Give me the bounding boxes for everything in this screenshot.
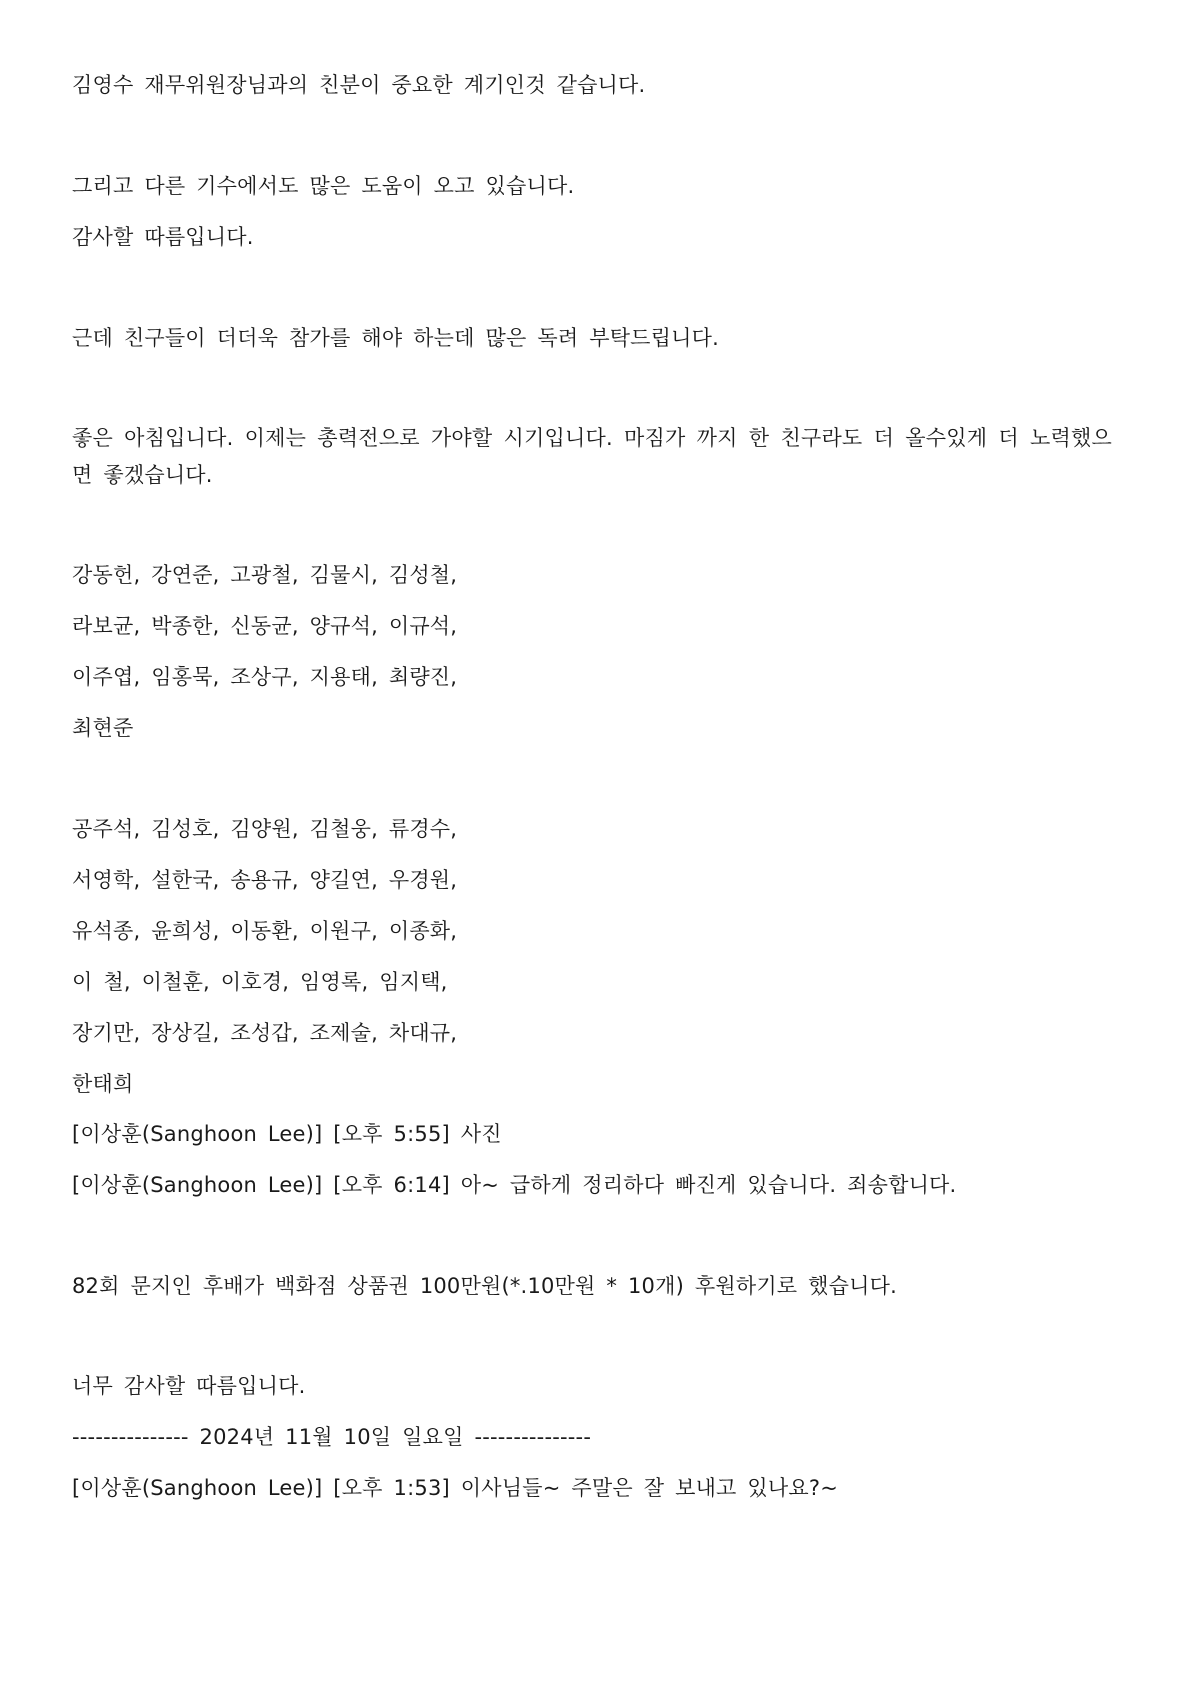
name-list-line: 한태희 [72, 1072, 134, 1096]
text-line: 너무 감사할 따름입니다. [72, 1374, 306, 1398]
text-line: 근데 친구들이 더더욱 참가를 해야 하는데 많은 독려 부탁드립니다. [72, 326, 719, 350]
text-line: 김영수 재무위원장님과의 친분이 중요한 계기인것 같습니다. [72, 73, 646, 97]
name-list-line: 이 철, 이철훈, 이호경, 임영록, 임지택, [72, 970, 448, 994]
name-list-line: 유석종, 윤희성, 이동환, 이원구, 이종화, [72, 919, 458, 943]
name-list-line: 이주엽, 임홍묵, 조상구, 지용태, 최량진, [72, 665, 458, 689]
name-list-line: 강동헌, 강연준, 고광철, 김물시, 김성철, [72, 563, 458, 587]
name-list-line: 장기만, 장상길, 조성갑, 조제술, 차대규, [72, 1021, 458, 1045]
text-line: 82회 문지인 후배가 백화점 상품권 100만원(*.10만원 * 10개) 후원하기로 했습니다. [72, 1274, 897, 1298]
text-line: 그리고 다른 기수에서도 많은 도움이 오고 있습니다. [72, 174, 575, 198]
chat-message: [이상훈(Sanghoon Lee)] [오후 5:55] 사진 [72, 1122, 502, 1146]
chat-message: [이상훈(Sanghoon Lee)] [오후 6:14] 아~ 급하게 정리하다 빠진게 있습니다. 죄송합니다. [72, 1173, 957, 1197]
name-list-line: 라보균, 박종한, 신동균, 양규석, 이규석, [72, 614, 458, 638]
name-list-line: 서영학, 설한국, 송용규, 양길연, 우경원, [72, 868, 458, 892]
date-separator: --------------- 2024년 11월 10일 일요일 --------------- [72, 1425, 592, 1449]
name-list-line: 최현준 [72, 716, 134, 740]
text-paragraph: 좋은 아침입니다. 이제는 총력전으로 가야할 시기입니다. 마짐가 까지 한 친구라도 더 올수있게 더 노력했으면 좋겠습니다. [72, 426, 1112, 487]
name-list-line: 공주석, 김성호, 김양원, 김철웅, 류경수, [72, 817, 458, 841]
chat-message: [이상훈(Sanghoon Lee)] [오후 1:53] 이사님들~ 주말은 잘 보내고 있나요?~ [72, 1476, 839, 1500]
text-line: 감사할 따름입니다. [72, 225, 254, 249]
